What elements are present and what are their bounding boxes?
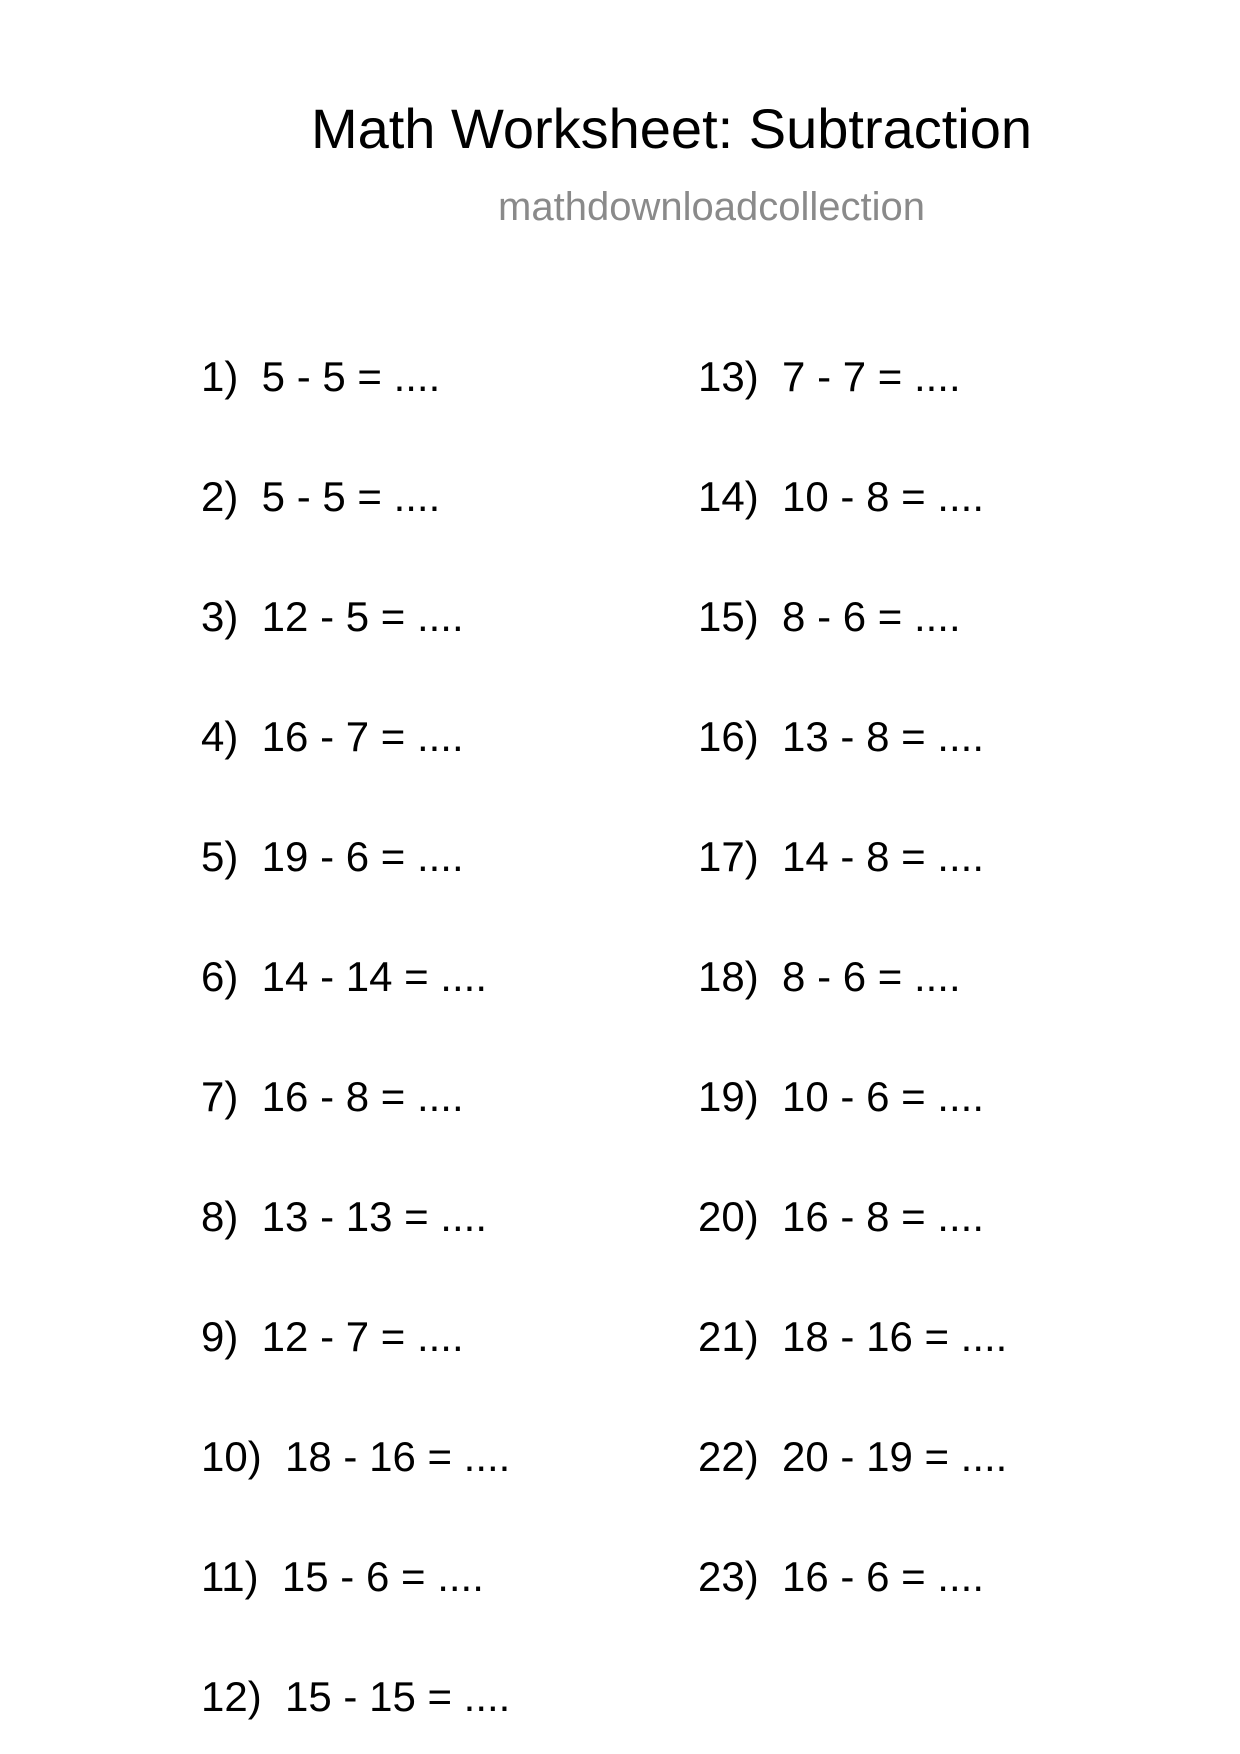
problem-10: 10) 18 - 16 = .... — [201, 1433, 511, 1480]
problem-4: 4) 16 - 7 = .... — [201, 713, 464, 760]
problem-8: 8) 13 - 13 = .... — [201, 1193, 487, 1240]
problem-3: 3) 12 - 5 = .... — [201, 593, 464, 640]
problem-13: 13) 7 - 7 = .... — [698, 353, 961, 400]
problem-21: 21) 18 - 16 = .... — [698, 1313, 1008, 1360]
problem-18: 18) 8 - 6 = .... — [698, 953, 961, 1000]
problem-7: 7) 16 - 8 = .... — [201, 1073, 464, 1120]
problem-16: 16) 13 - 8 = .... — [698, 713, 984, 760]
problem-19: 19) 10 - 6 = .... — [698, 1073, 984, 1120]
problem-20: 20) 16 - 8 = .... — [698, 1193, 984, 1240]
problem-5: 5) 19 - 6 = .... — [201, 833, 464, 880]
problem-2: 2) 5 - 5 = .... — [201, 473, 441, 520]
problem-17: 17) 14 - 8 = .... — [698, 833, 984, 880]
problem-11: 11) 15 - 6 = .... — [201, 1553, 484, 1600]
problem-9: 9) 12 - 7 = .... — [201, 1313, 464, 1360]
worksheet-subtitle: mathdownloadcollection — [498, 185, 925, 229]
problem-22: 22) 20 - 19 = .... — [698, 1433, 1008, 1480]
problem-1: 1) 5 - 5 = .... — [201, 353, 441, 400]
problem-14: 14) 10 - 8 = .... — [698, 473, 984, 520]
problem-15: 15) 8 - 6 = .... — [698, 593, 961, 640]
problem-6: 6) 14 - 14 = .... — [201, 953, 487, 1000]
worksheet-title: Math Worksheet: Subtraction — [310, 97, 1033, 160]
problem-12: 12) 15 - 15 = .... — [201, 1673, 511, 1720]
problem-23: 23) 16 - 6 = .... — [698, 1553, 984, 1600]
